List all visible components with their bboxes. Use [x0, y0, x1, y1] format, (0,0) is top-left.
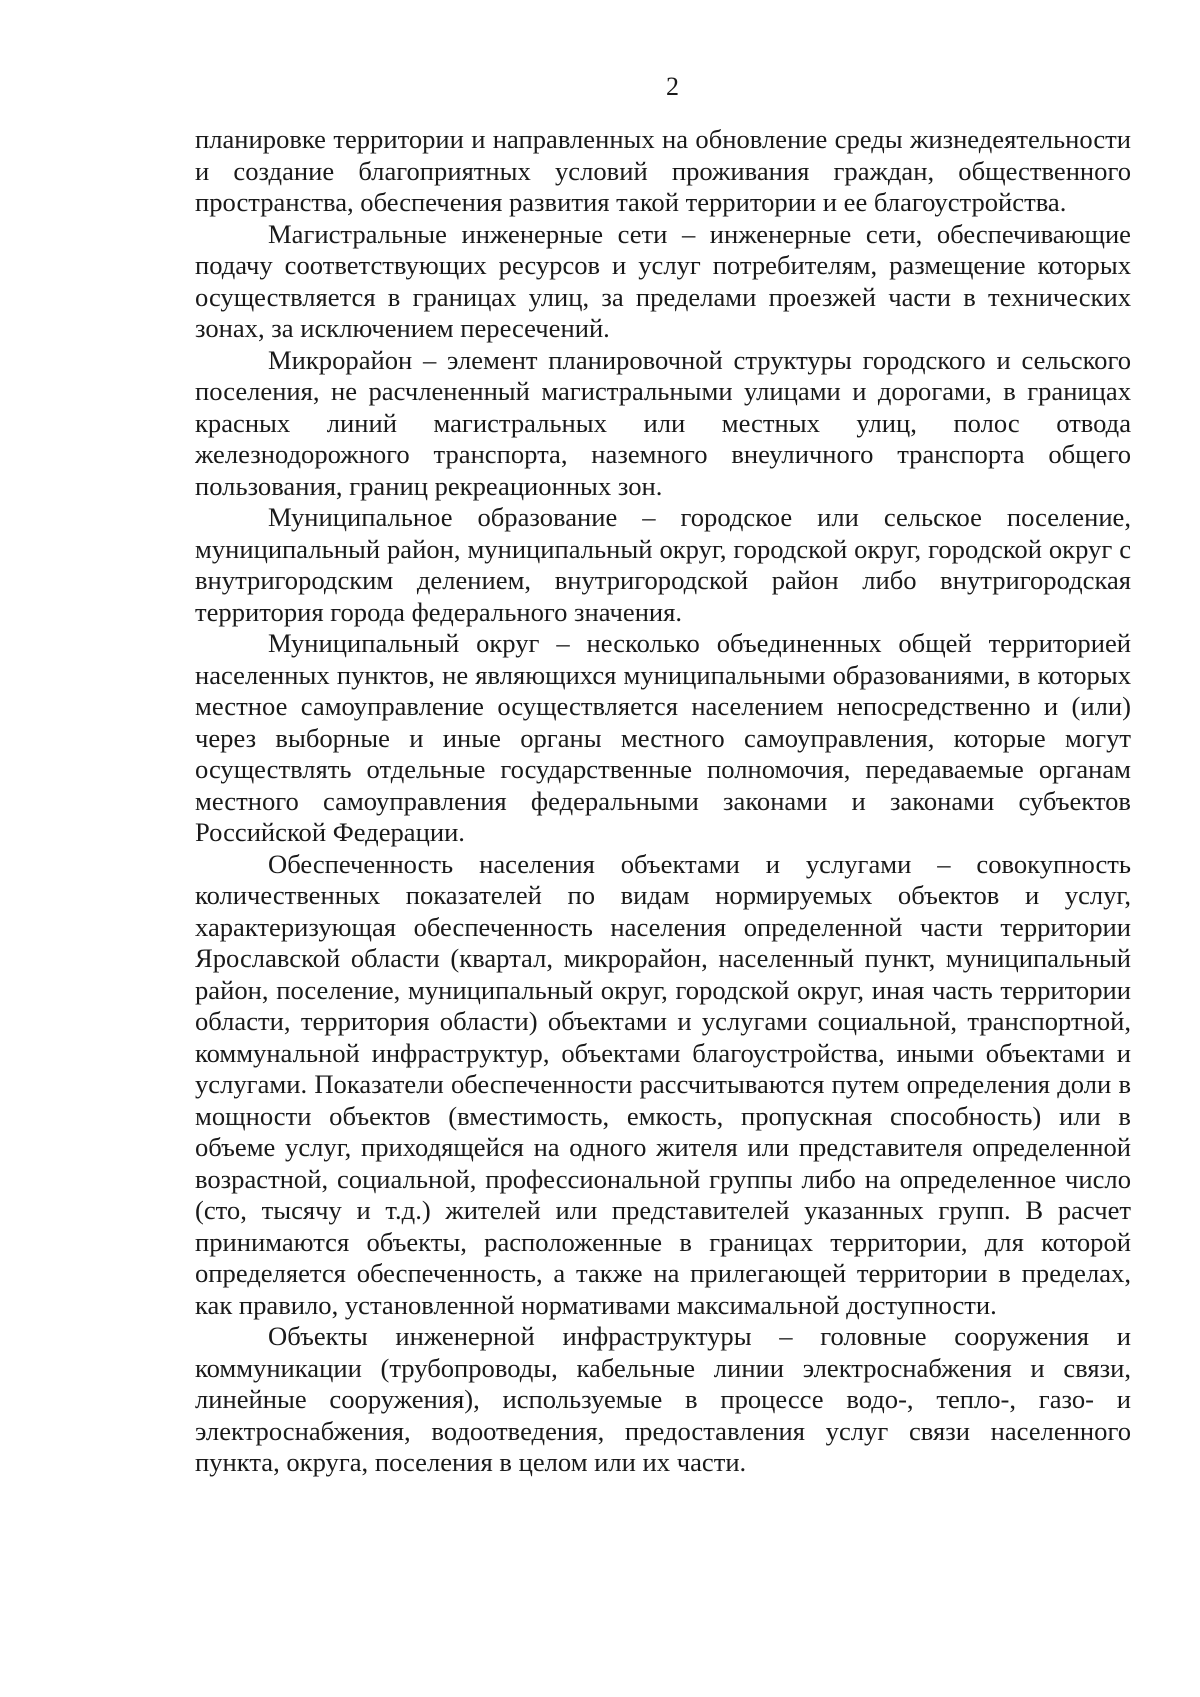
paragraph-microdistrict: Микрорайон – элемент планировочной структуры городского и сельского поселения, не расчлененный магистральными улицами и дорогами, в границах красных линий магистральных или местных улиц, полос отвода железнодорожного транспорта, наземного внеуличного транспорта общего пользования, границ рекреационных зон.	[195, 344, 1131, 501]
paragraph-engineering-infrastructure: Объекты инженерной инфраструктуры – головные сооружения и коммуникации (трубопроводы, кабельные линии электроснабжения и связи, линейные сооружения), используемые в процессе водо-, тепло-, газо- и электроснабжения, водоотведения, предоставления услуг связи населенного пункта, округа, поселения в целом или их части.	[195, 1321, 1131, 1477]
paragraph-municipal-district: Муниципальный округ – несколько объединенных общей территорией населенных пунктов, не являющихся муниципальными образованиями, в которых местное самоуправление осуществляется населением непосредственно и (или) через выборные и иные органы местного самоуправления, которые могут осуществлять отдельные государственные полномочия, передаваемые органам местного самоуправления федеральными законами и законами субъектов Российской Федерации.	[195, 628, 1131, 847]
page-number: 2	[666, 72, 679, 101]
paragraph-continuation: планировке территории и направленных на обновление среды жизнедеятельности и создание благоприятных условий проживания граждан, общественного пространства, обеспечения развития такой территории и ее благоустройства.	[195, 124, 1131, 217]
document-body	[195, 124, 1131, 1479]
paragraph-municipal-formation: Муниципальное образование – городское или сельское поселение, муниципальный район, муниципальный округ, городской округ, городской округ с внутригородским делением, внутригородской район либо внутригородская территория города федерального значения.	[195, 502, 1131, 627]
paragraph-provision: Обеспеченность населения объектами и услугами – совокупность количественных показателей по видам нормируемых объектов и услуг, характеризующая обеспеченность населения определенной части территории Ярославской области (квартал, микрорайон, населенный пункт, муниципальный район, поселение, муниципальный округ, городской округ, иная часть территории области, территория области) объектами и услугами социальной, транспортной, коммунальной инфраструктур, объектами благоустройства, иными объектами и услугами. Показатели обеспеченности рассчитываются путем определения доли в мощности объектов (вместимость, емкость, пропускная способность) или в объеме услуг, приходящейся на одного жителя или представителя определенной возрастной, социальной, профессиональной группы либо на определенное число (сто, тысячу и т.д.) жителей или представителей указанных групп. В расчет принимаются объекты, расположенные в границах территории, для которой определяется обеспеченность, а также на прилегающей территории в пределах, как правило, установленной нормативами максимальной доступности.	[195, 848, 1131, 1320]
paragraph-magistral-networks: Магистральные инженерные сети – инженерные сети, обеспечивающие подачу соответствующих ресурсов и услуг потребителям, размещение которых осуществляется в границах улиц, за пределами проезжей части в технических зонах, за исключением пересечений.	[195, 218, 1131, 343]
